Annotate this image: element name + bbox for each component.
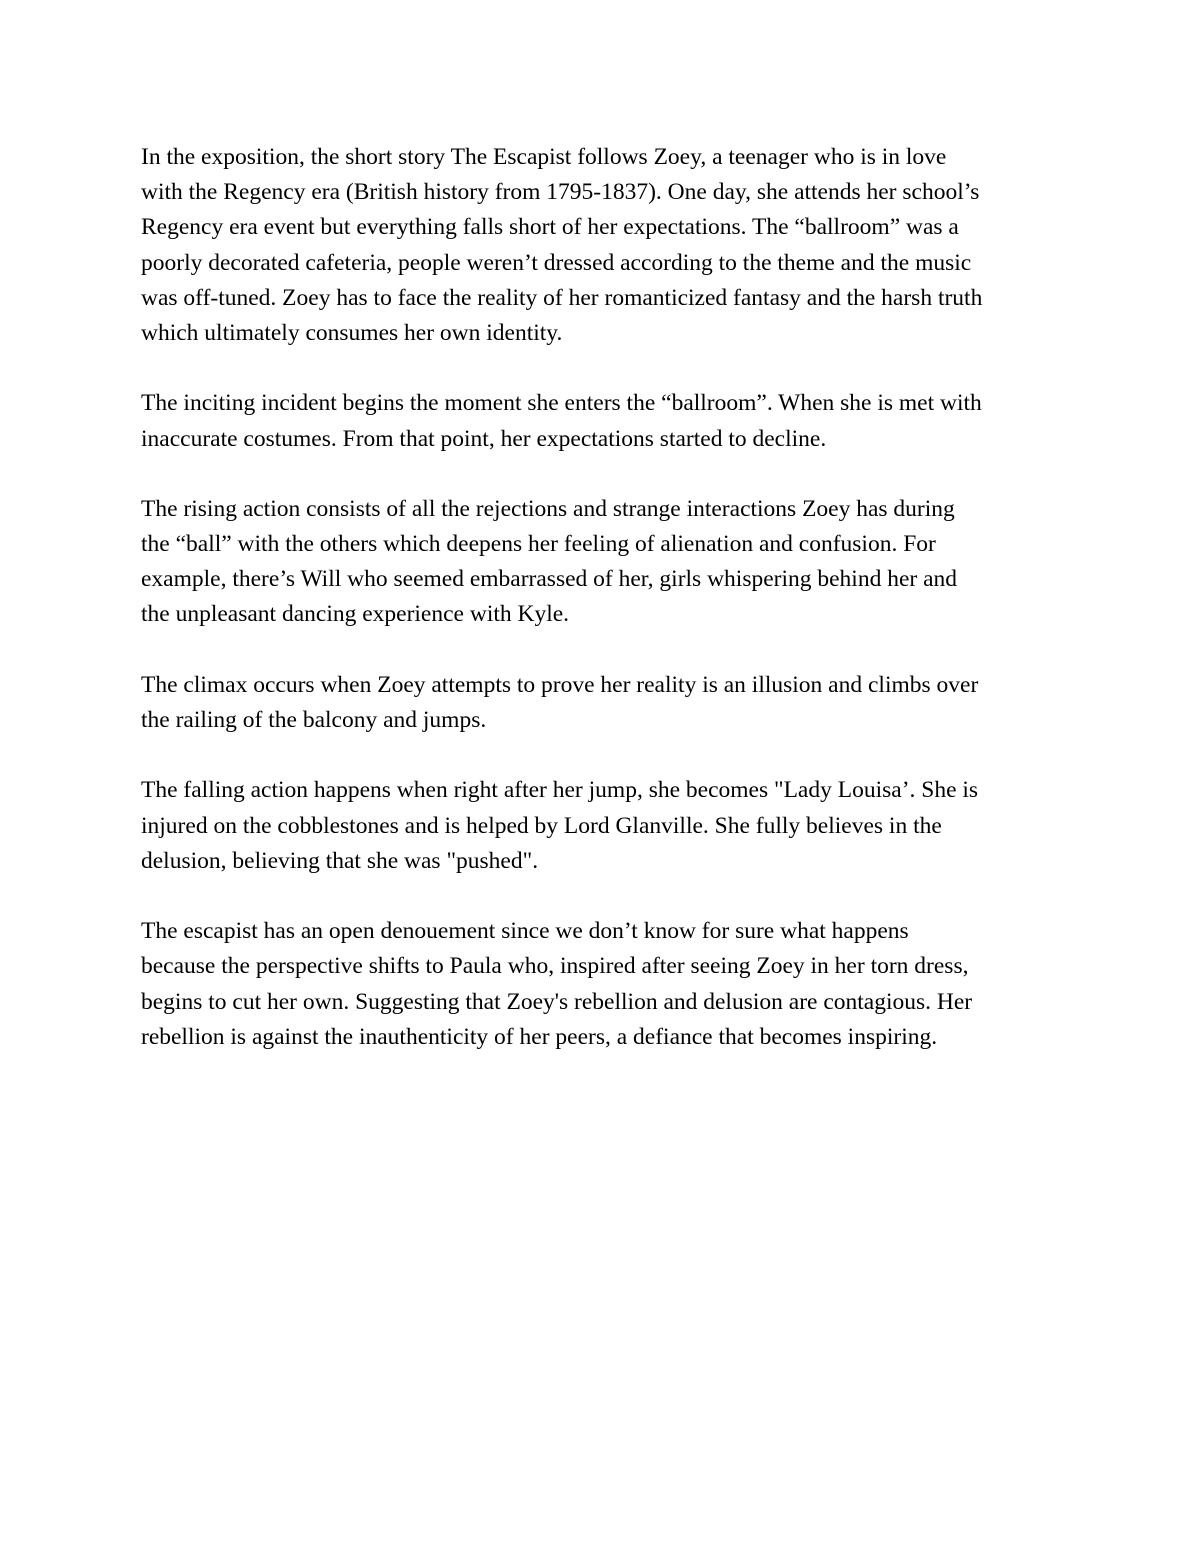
text-line: The inciting incident begins the moment she enters the “ballroom”. When she is met with [141, 390, 982, 417]
paragraph-denouement [141, 914, 1061, 1055]
text-line: In the exposition, the short story The Escapist follows Zoey, a teenager who is in love [141, 144, 947, 170]
text-line: the railing of the balcony and jumps. [141, 707, 487, 733]
text-line: The escapist has an open denouement since we don’t know for sure what happens [141, 918, 909, 945]
text-line: the “ball” with the others which deepens her feeling of alienation and confusion. For [141, 531, 936, 558]
text-line: Regency era event but everything falls short of her expectations. The “ballroom” was a [141, 214, 959, 241]
text-line: example, there’s Will who seemed embarrassed of her, girls whispering behind her and [141, 566, 958, 593]
text-line: poorly decorated cafeteria, people weren’t dressed according to the theme and the music [141, 249, 972, 276]
paragraph-falling-action [141, 773, 1061, 879]
text-line: because the perspective shifts to Paula who, inspired after seeing Zoey in her torn dress, [141, 953, 969, 980]
paragraph-climax [141, 668, 1061, 738]
text-line: The climax occurs when Zoey attempts to prove her reality is an illusion and climbs over [141, 671, 979, 698]
text-line: injured on the cobblestones and is helped by Lord Glanville. She fully believes in the [141, 812, 942, 839]
text-line: the unpleasant dancing experience with Kyle. [141, 601, 570, 628]
text-line: The rising action consists of all the rejections and strange interactions Zoey has during [141, 495, 955, 522]
text-line: with the Regency era (British history from 1795-1837). One day, she attends her school’s [141, 179, 980, 206]
text-line: rebellion is against the inauthenticity of her peers, a defiance that becomes inspiring. [141, 1023, 938, 1050]
text-line: The falling action happens when right after her jump, she becomes "Lady Louisa’. She is [141, 777, 979, 804]
document-body [141, 140, 1061, 1090]
paragraph-exposition [141, 140, 1061, 351]
paragraph-inciting-incident [141, 386, 1061, 456]
text-line: was off-tuned. Zoey has to face the reality of her romanticized fantasy and the harsh truth [141, 284, 983, 311]
text-line: begins to cut her own. Suggesting that Zoey's rebellion and delusion are contagious. Her [141, 988, 973, 1015]
text-line: delusion, believing that she was "pushed". [141, 847, 539, 874]
paragraph-rising-action [141, 492, 1061, 633]
text-line: which ultimately consumes her own identity. [141, 319, 563, 346]
text-line: inaccurate costumes. From that point, her expectations started to decline. [141, 425, 827, 452]
